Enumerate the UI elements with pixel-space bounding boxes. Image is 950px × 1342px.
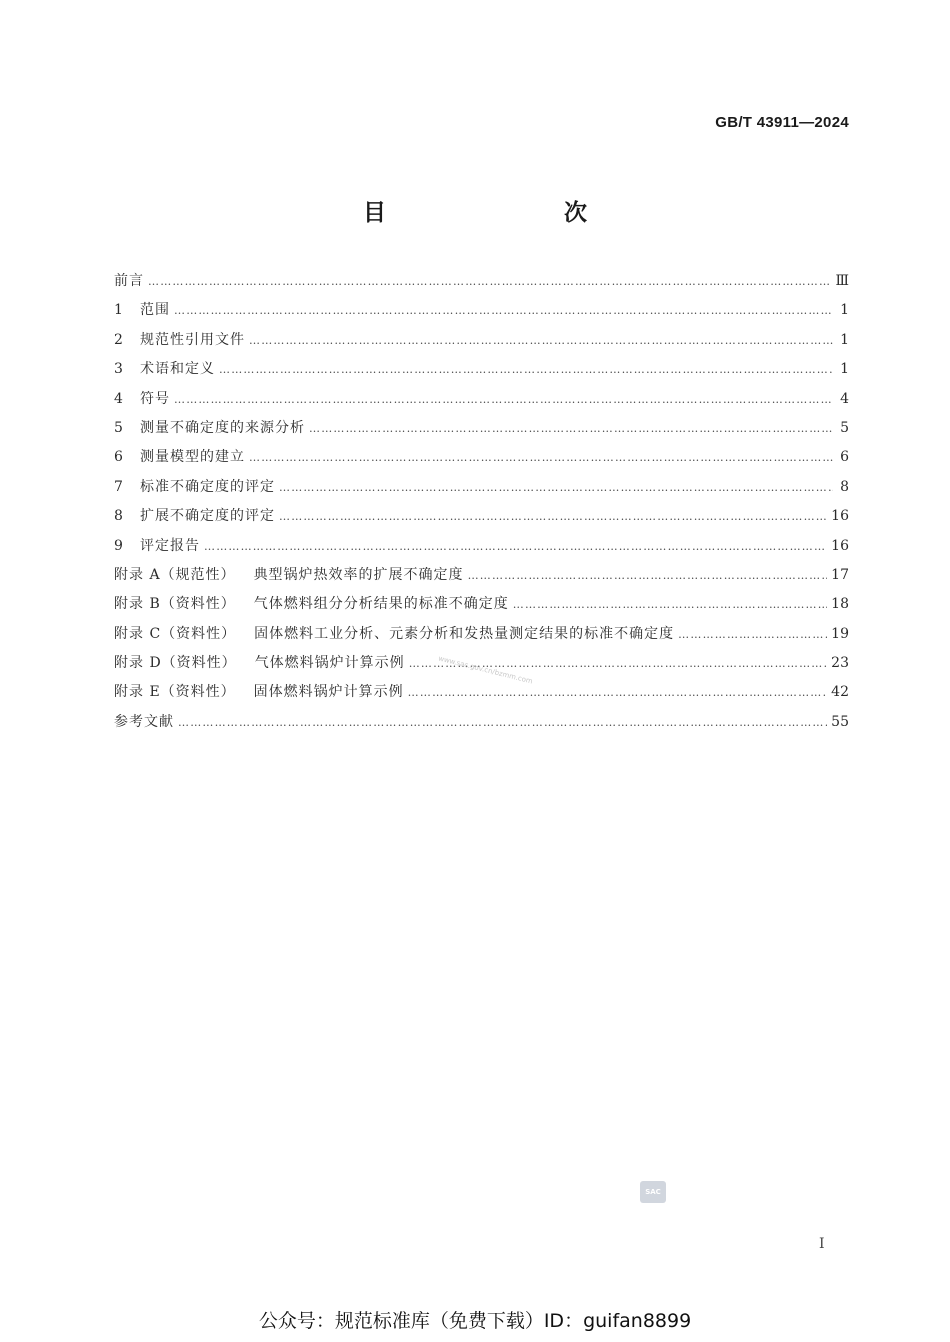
toc-appendix-label: 附录 B（资料性）: [114, 596, 236, 613]
toc-entry-1[interactable]: [114, 299, 849, 328]
toc-appendix-label: 附录 D（资料性）: [114, 655, 237, 672]
toc-entry-page: 55: [831, 713, 849, 730]
toc-entry-text: 气体燃料锅炉计算示例: [254, 655, 405, 672]
toc-entry-2[interactable]: [114, 329, 849, 358]
toc-entry-page: Ⅲ: [835, 273, 849, 289]
toc-leader-dots: [249, 334, 833, 347]
toc-entry-text: 评定报告: [140, 537, 200, 554]
toc-leader-dots: [408, 686, 828, 699]
page-number: Ⅰ: [819, 1236, 825, 1252]
toc-leader-dots: [678, 628, 827, 641]
toc-appendix-label: 附录 A（规范性）: [114, 566, 236, 583]
toc-entry-page: 1: [840, 302, 849, 319]
toc-entry-foreword[interactable]: [114, 270, 849, 299]
toc-entry-7[interactable]: [114, 476, 849, 505]
toc-leader-dots: [249, 451, 833, 464]
toc-entry-6[interactable]: [114, 446, 849, 475]
toc-entry-text: 测量不确定度的来源分析: [140, 419, 305, 436]
toc-entry-number: 3: [114, 361, 123, 378]
toc-entry-text: 扩展不确定度的评定: [140, 508, 275, 525]
toc-entry-number: 1: [114, 302, 123, 319]
toc-entry-4[interactable]: [114, 388, 849, 417]
toc-entry-9[interactable]: [114, 535, 849, 564]
toc-entry-8[interactable]: [114, 505, 849, 534]
toc-entry-page: 1: [840, 331, 849, 348]
toc-entry-text: 典型锅炉热效率的扩展不确定度: [253, 566, 464, 583]
toc-entry-text: 参考文献: [114, 713, 174, 730]
toc-entry-text: 测量模型的建立: [140, 449, 245, 466]
toc-leader-dots: [174, 393, 833, 406]
toc-entry-3[interactable]: [114, 358, 849, 387]
toc-appendix-label: 附录 C（资料性）: [114, 625, 237, 642]
toc-entry-number: 6: [114, 449, 123, 466]
toc-entry-appendix-a[interactable]: [114, 564, 849, 593]
toc-entry-page: 16: [831, 508, 849, 525]
sac-logo-stamp: SAC: [640, 1181, 666, 1203]
toc-entry-references[interactable]: [114, 711, 849, 740]
toc-entry-text: 标准不确定度的评定: [140, 478, 275, 495]
toc-entry-text: 范围: [140, 302, 170, 319]
toc-entry-page: 23: [831, 655, 849, 672]
toc-leader-dots: [468, 569, 828, 582]
toc-title: 目 次: [363, 200, 631, 226]
toc-leader-dots: [279, 481, 833, 494]
toc-appendix-label: 附录 E（资料性）: [114, 684, 236, 701]
toc-entry-appendix-e[interactable]: [114, 681, 849, 710]
standard-code: GB/T 43911—2024: [715, 114, 849, 131]
toc-entry-number: 8: [114, 508, 123, 525]
toc-entry-text: 气体燃料组分分析结果的标准不确定度: [253, 596, 509, 613]
toc-entry-text: 固体燃料锅炉计算示例: [253, 684, 404, 701]
toc-entry-page: 4: [840, 390, 849, 407]
toc-entry-page: 18: [831, 596, 849, 613]
toc-entry-text: 术语和定义: [140, 361, 215, 378]
toc-leader-dots: [204, 540, 827, 553]
toc-entry-page: 17: [831, 566, 849, 583]
toc-entry-5[interactable]: [114, 417, 849, 446]
toc-leader-dots: [178, 716, 827, 729]
toc-leader-dots: [219, 363, 833, 376]
toc-entry-text: 固体燃料工业分析、元素分析和发热量测定结果的标准不确定度: [254, 625, 675, 642]
toc-entry-page: 1: [840, 361, 849, 378]
toc-entry-page: 16: [831, 537, 849, 554]
toc-entry-text: 规范性引用文件: [140, 331, 245, 348]
toc-leader-dots: [174, 304, 833, 317]
toc-entry-text: 前言: [114, 273, 144, 289]
toc-entry-appendix-b[interactable]: [114, 593, 849, 622]
toc-entry-page: 8: [840, 478, 849, 495]
toc-leader-dots: [513, 598, 827, 611]
toc-entry-page: 6: [840, 449, 849, 466]
toc-entry-text: 符号: [140, 390, 170, 407]
toc-entry-page: 42: [831, 684, 849, 701]
watermark: www.sac.gov.cn/bzmm.com: [437, 654, 534, 686]
toc-leader-dots: [279, 510, 827, 523]
toc-entry-number: 5: [114, 419, 123, 436]
toc-entry-number: 7: [114, 478, 123, 495]
toc-entry-number: 2: [114, 331, 123, 348]
toc-entry-number: 9: [114, 537, 123, 554]
footer-banner: 公众号：规范标准库（免费下载）ID：guifan8899: [258, 1310, 692, 1332]
toc-leader-dots: [148, 275, 831, 288]
toc-entry-page: 5: [840, 419, 849, 436]
toc-entry-number: 4: [114, 390, 123, 407]
toc-leader-dots: [309, 422, 833, 435]
toc-entry-appendix-c[interactable]: [114, 623, 849, 652]
toc-entry-page: 19: [831, 625, 849, 642]
